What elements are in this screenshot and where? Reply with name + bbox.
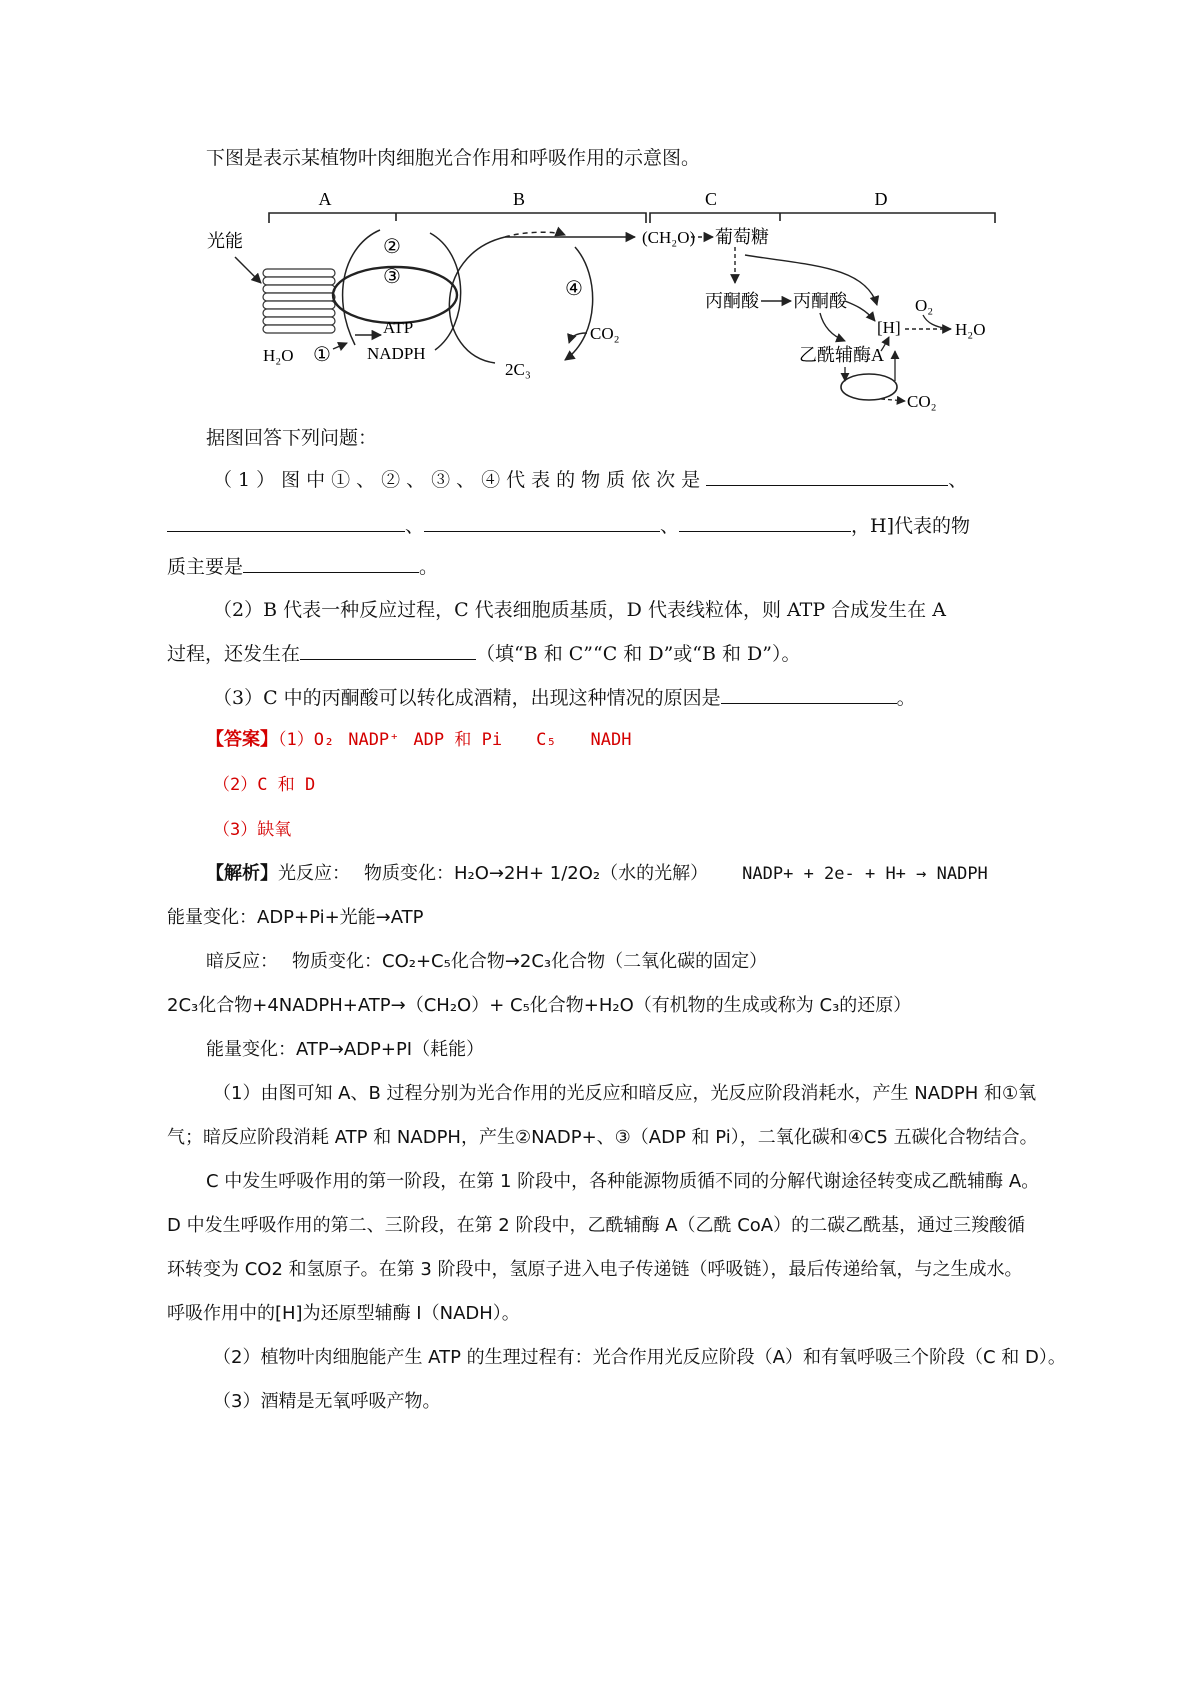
analysis-line-1: [206, 860, 988, 888]
analysis-line-4: 2C₃化合物+4NADPH+ATP→（CH₂O）+ C₅化合物+H₂O（有机物的生成或称为 C₃的还原）: [167, 995, 912, 1016]
question-intro: 据图回答下列问题：: [206, 427, 378, 449]
sep-2: 、: [405, 515, 425, 537]
question-1-prompt: （1）图中①、②、③、④代表的物质依次是: [213, 469, 707, 491]
analysis-dark-material: 物质变化：CO₂+C₅化合物→2C₃化合物（二氧化碳的固定）: [292, 951, 768, 972]
region-label-c: C: [704, 189, 718, 209]
analysis-para-2d: 呼吸作用中的[H]为还原型辅酶 I（NADH）。: [167, 1303, 520, 1324]
co2-in-label: CO₂: [590, 324, 620, 343]
question-3-text: （3）C 中的丙酮酸可以转化成酒精，出现这种情况的原因是: [213, 687, 721, 709]
thylakoid-stack: [263, 269, 335, 333]
pyruvate-to-acetylcoa-arrow: [820, 313, 845, 341]
analysis-line-2: 能量变化：ADP+Pi+光能→ATP: [167, 907, 424, 928]
analysis-line-3: [206, 948, 767, 976]
question-1-line-3-prefix: 质主要是: [167, 556, 244, 578]
water-label: H₂O: [263, 346, 294, 365]
region-label-a: A: [318, 189, 332, 209]
analysis-dark-reaction: 暗反应：: [206, 951, 278, 972]
answer-blank-6[interactable]: [300, 639, 476, 660]
question-2-line-2: [167, 639, 801, 668]
answer-blank-5[interactable]: [243, 552, 419, 573]
question-3-line: [213, 683, 916, 712]
krebs-cycle: [841, 374, 897, 400]
calvin-cycle-arc-right: [565, 247, 593, 360]
circle-4-label: ④: [565, 278, 583, 300]
answer-tag: 【答案】: [206, 729, 278, 750]
pyruvate-c-label: 丙酮酸: [705, 291, 759, 311]
photosynthesis-respiration-diagram: [205, 185, 1005, 417]
region-label-d: D: [874, 189, 888, 209]
answer-blank-2[interactable]: [167, 511, 405, 532]
calvin-cycle-arc-left: [449, 237, 505, 363]
analysis-para-2b: D 中发生呼吸作用的第二、三阶段，在第 2 阶段中，乙酰辅酶 A（乙酰 CoA）的二碳乙酰基，通过三羧酸循: [167, 1215, 1026, 1236]
answer-1e: NADH: [590, 730, 632, 750]
analysis-para-1b: 气；暗反应阶段消耗 ATP 和 NADPH，产生②NADP+、③（ADP 和 Pi），二氧化碳和④C5 五碳化合物结合。: [167, 1127, 1038, 1148]
circle-2-label: ②: [383, 236, 401, 258]
o2-label: O₂: [915, 296, 934, 315]
h-label: [H]: [877, 318, 901, 337]
pyruvate-to-h-arrow: [845, 301, 875, 321]
question-3-end: 。: [896, 687, 916, 709]
region-label-b: B: [512, 189, 526, 209]
sep-3: 、: [660, 515, 680, 537]
question-1-end: 。: [419, 556, 439, 578]
circle-3-label: ③: [383, 266, 401, 288]
cycle-outer-arc: [343, 230, 380, 345]
analysis-line-5: 能量变化：ATP→ADP+PI（耗能）: [206, 1039, 485, 1060]
c3-label: 2C₃: [505, 360, 531, 379]
question-1-line-3: [167, 552, 438, 581]
question-1-line-1: [213, 465, 973, 494]
acetylcoa-to-h-arrow: [881, 337, 889, 351]
answer-1c: ADP 和 Pi: [413, 730, 503, 750]
circle-1-label: ①: [313, 344, 331, 366]
analysis-para-2c: 环转变为 CO2 和氢原子。在第 3 阶段中，氢原子进入电子传递链（呼吸链），最后传递给氧，与之生成水。: [167, 1259, 1023, 1280]
answer-1a: （1）O₂: [278, 730, 335, 750]
question-2-prefix: 过程，还发生在: [167, 643, 301, 665]
ch2o-label: (CH₂O): [642, 228, 696, 247]
answer-blank-7[interactable]: [721, 683, 897, 704]
nadph-label: NADPH: [367, 344, 426, 363]
answer-2: （2）C 和 D: [213, 775, 316, 795]
o2-arrow: [923, 315, 949, 329]
answer-blank-1[interactable]: [706, 465, 948, 486]
answer-1b: NADP⁺: [348, 730, 400, 750]
question-2-suffix: （填“B 和 C”“C 和 D”或“B 和 D”）。: [476, 643, 801, 665]
h2o-out-label: H₂O: [955, 320, 986, 339]
analysis-light-reaction: 光反应：: [278, 863, 350, 884]
analysis-para-2a: C 中发生呼吸作用的第一阶段，在第 1 阶段中，各种能源物质循不同的分解代谢途径转变成乙酰辅酶 A。: [206, 1171, 1040, 1192]
light-energy-label: 光能: [207, 231, 243, 251]
pyruvate-d-label: 丙酮酸: [793, 291, 847, 311]
analysis-para-3: （2）植物叶肉细胞能产生 ATP 的生理过程有：光合作用光反应阶段（A）和有氧呼吸三个阶段（C 和 D）。: [213, 1347, 1066, 1368]
analysis-nadph-equation: NADP+ + 2e- + H+ → NADPH: [742, 864, 988, 884]
atp-label: ATP: [383, 318, 414, 337]
answer-line-1: [206, 726, 632, 754]
analysis-para-4: （3）酒精是无氧呼吸产物。: [213, 1391, 441, 1412]
analysis-tag: 【解析】: [206, 863, 278, 884]
glucose-label: 葡萄糖: [715, 227, 769, 247]
answer-blank-4[interactable]: [679, 511, 851, 532]
water-split-arrow: [333, 343, 347, 349]
answer-blank-3[interactable]: [424, 511, 660, 532]
analysis-light-material: 物质变化：H₂O→2H+ 1/2O₂（水的光解）: [364, 863, 709, 884]
question-1-tail: ，H]代表的物: [851, 515, 971, 537]
answer-3: （3）缺氧: [213, 820, 292, 840]
krebs-to-co2-arrow: [881, 399, 905, 401]
intro-text: 下图是表示某植物叶肉细胞光合作用和呼吸作用的示意图。: [206, 147, 701, 169]
answer-1d: C₅: [536, 730, 557, 750]
co2-out-label: CO₂: [907, 392, 937, 411]
question-1-line-2: [167, 511, 970, 540]
acetylcoa-label: 乙酰辅酶A: [799, 345, 884, 365]
question-2-line-1: （2）B 代表一种反应过程，C 代表细胞质基质，D 代表线粒体，则 ATP 合成发生在 A: [213, 599, 946, 621]
region-brackets: [269, 213, 995, 223]
analysis-para-1a: （1）由图可知 A、B 过程分别为光合作用的光反应和暗反应，光反应阶段消耗水，产生 NADPH 和①氧: [213, 1083, 1037, 1104]
sep-1: 、: [948, 469, 974, 491]
light-arrow: [235, 257, 261, 283]
